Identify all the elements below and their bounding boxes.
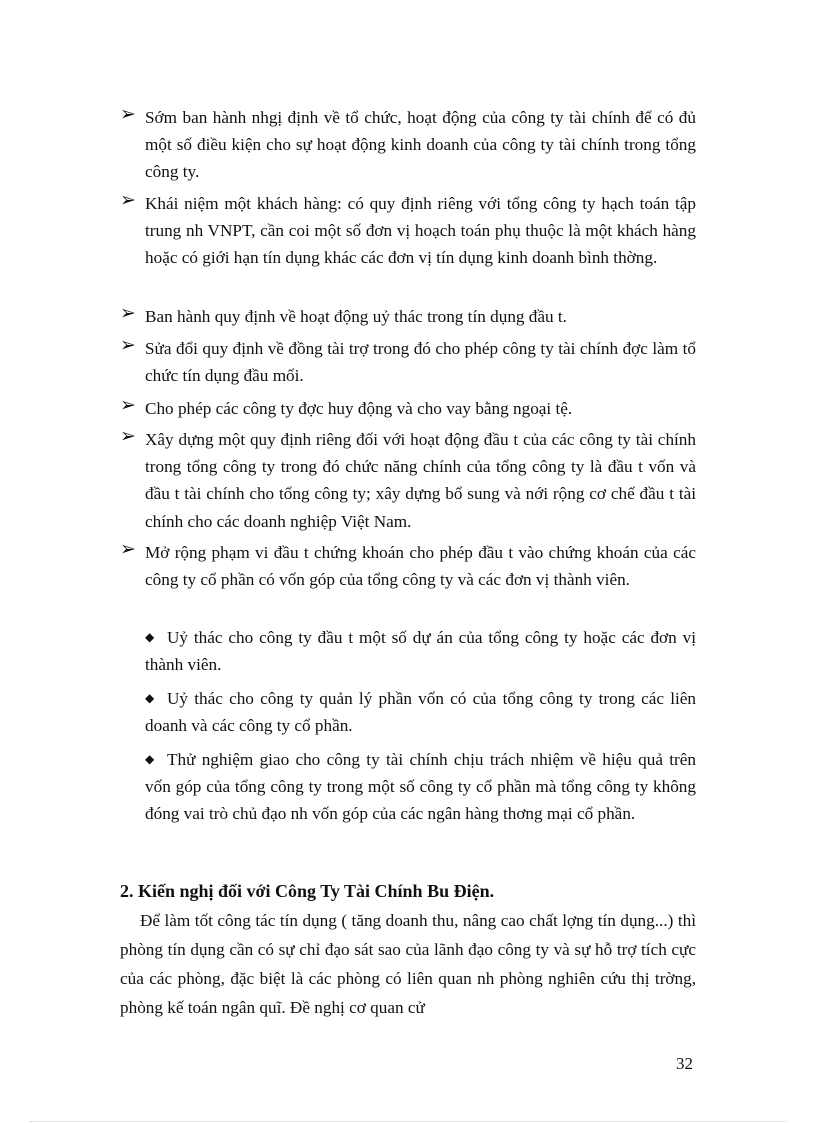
bullet-item: Sớm ban hành nhgị định về tổ chức, hoạt động của công ty tài chính để có đủ một số điều kiện cho sự hoạt động kinh doanh của công ty tài chính trong tổng công ty.	[145, 108, 696, 182]
arrow-bullet-icon: ➢	[120, 302, 136, 324]
body-paragraph: Để làm tốt công tác tín dụng ( tăng doanh thu, nâng cao chất lợng tín dụng...) thì phòng tín dụng cần có sự chỉ đạo sát sao của lãnh đạo công ty và sự hỗ trợ tích cực của các phòng, đặc biệt là các phòng có liên quan nh phòng nghiên cứu thị trờng, phòng kế toán ngân quĩ. Đề nghị cơ quan cử	[120, 911, 696, 1017]
page-number: 32	[676, 1054, 693, 1073]
arrow-bullet-icon: ➢	[120, 334, 136, 356]
sub-bullet-text: Uỷ thác cho công ty đầu t một số dự án của tổng công ty hoặc các đơn vị thành viên.	[145, 628, 696, 675]
sub-bullet-text: Uỷ thác cho công ty quản lý phần vốn có của tổng công ty trong các liên doanh và các công ty cổ phần.	[145, 689, 696, 736]
bullet-item: Mở rộng phạm vi đầu t chứng khoán cho phép đầu t vào chứng khoán của các công ty cổ phần có vốn góp của tổng công ty và các đơn vị thành viên.	[145, 543, 696, 590]
arrow-bullet-icon: ➢	[120, 538, 136, 560]
arrow-bullet-icon: ➢	[120, 394, 136, 416]
bullet-item: Xây dựng một quy định riêng đối với hoạt động đầu t của các công ty tài chính trong tổng công ty trong đó chức năng chính của tổng công ty là đầu t vốn và đầu t tài chính cho tổng công ty; xây dựng bổ sung và nới rộng cơ chế đầu t tài chính cho các doanh nghiệp Việt Nam.	[145, 430, 696, 531]
diamond-bullet-icon: ◆	[145, 752, 155, 766]
bullet-item: Sửa đổi quy định về đồng tài trợ trong đó cho phép công ty tài chính đợc làm tổ chức tín dụng đầu mối.	[145, 339, 696, 386]
diamond-bullet-icon: ◆	[145, 691, 155, 705]
section-heading: 2. Kiến nghị đối với Công Ty Tài Chính Bu Điện.	[120, 881, 495, 901]
bullet-item: Cho phép các công ty đợc huy động và cho vay bằng ngoại tệ.	[145, 399, 573, 418]
bullet-item: Khái niệm một khách hàng: có quy định riêng với tổng công ty hạch toán tập trung nh VNPT, cần coi một số đơn vị hoạch toán phụ thuộc là một khách hàng hoặc có giới hạn tín dụng khác các đơn vị tín dụng kinh doanh bình thờng.	[145, 194, 696, 268]
diamond-bullet-icon: ◆	[145, 630, 155, 644]
sub-bullet-text: Thử nghiệm giao cho công ty tài chính chịu trách nhiệm về hiệu quả trên vốn góp của tổng công ty trong một số công ty cổ phần mà tổng công ty không đóng vai trò chủ đạo nh vốn góp của các ngân hàng thơng mại cổ phần.	[145, 750, 696, 824]
bullet-item: Ban hành quy định về hoạt động uỷ thác trong tín dụng đầu t.	[145, 307, 567, 326]
sub-bullet-item	[145, 746, 696, 828]
arrow-bullet-icon: ➢	[120, 103, 136, 125]
page-bottom-divider	[30, 1121, 786, 1122]
sub-bullet-item	[145, 624, 696, 678]
sub-bullet-item	[145, 685, 696, 739]
arrow-bullet-icon: ➢	[120, 189, 136, 211]
arrow-bullet-icon: ➢	[120, 425, 136, 447]
